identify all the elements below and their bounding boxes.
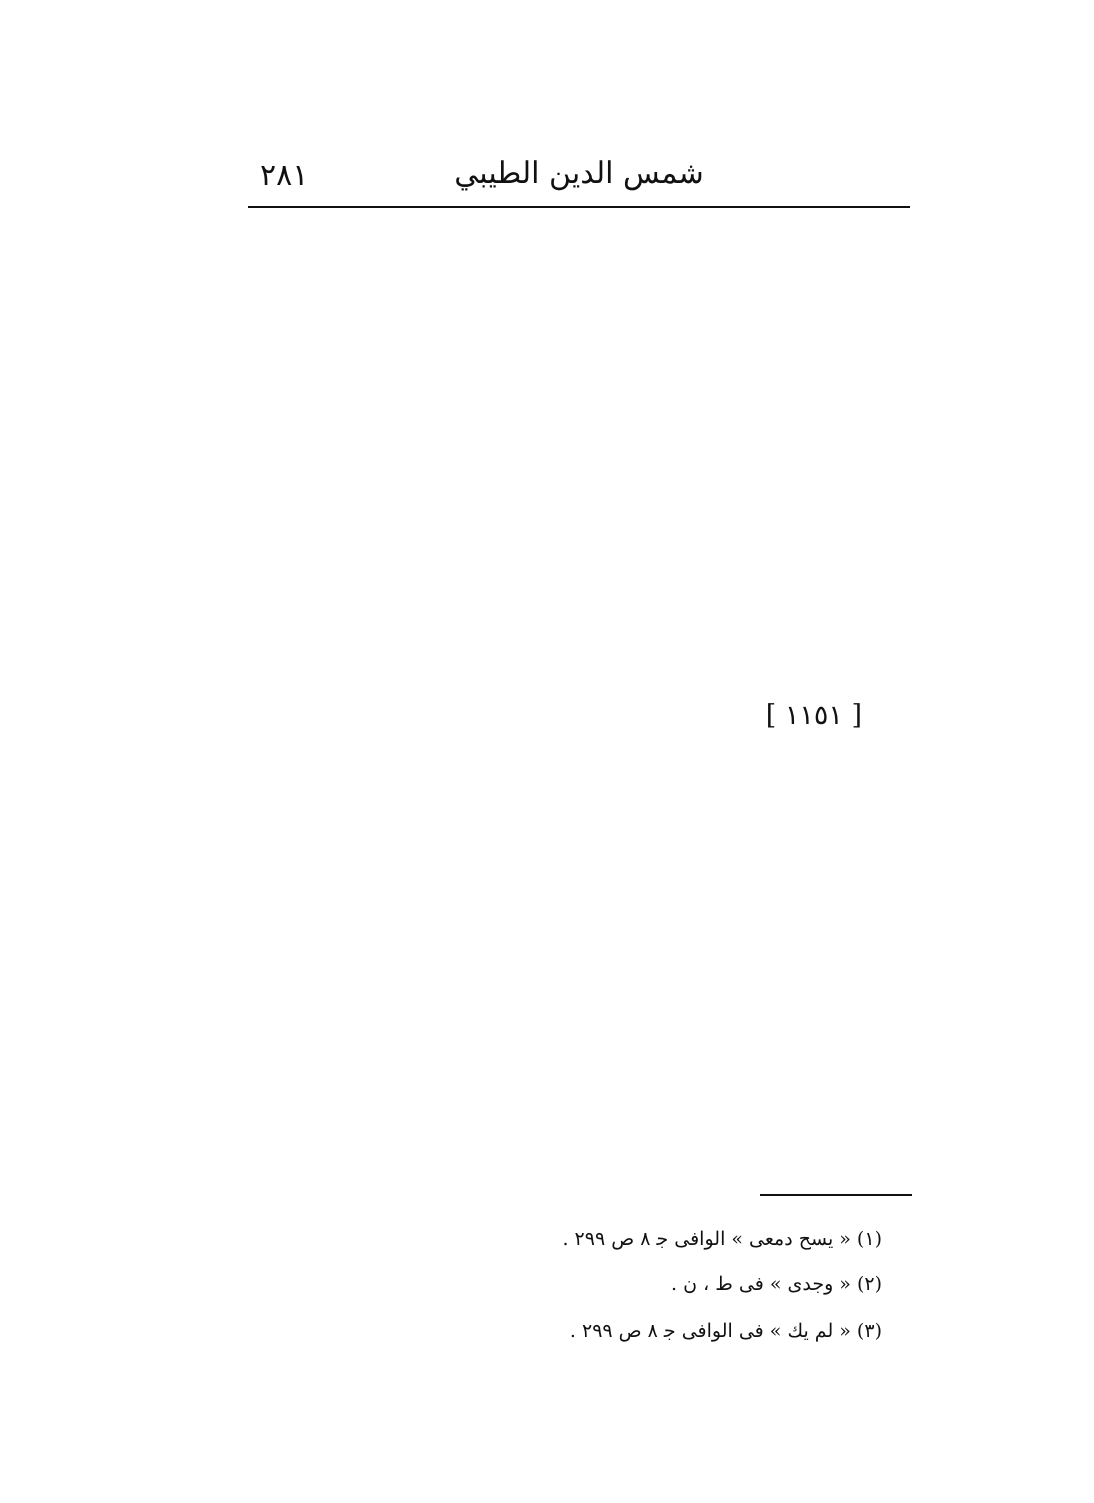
page-number: ٢٨١ — [260, 158, 309, 193]
footnote: (٢) « وجدى » فى ط ، ن . — [671, 1273, 882, 1295]
page-header — [248, 150, 910, 208]
footnote: (١) « يسح دمعى » الوافى ﺟ ٨ ص ٢٩٩ . — [562, 1228, 882, 1250]
footnote: (٣) « لم يك » فى الوافى ﺟ ٨ ص ٢٩٩ . — [569, 1320, 882, 1342]
footnote-rule — [760, 1194, 912, 1196]
running-title: شمس الدين الطيبي — [454, 156, 704, 191]
poem-number: [ ١١٥١ ] — [765, 700, 862, 731]
